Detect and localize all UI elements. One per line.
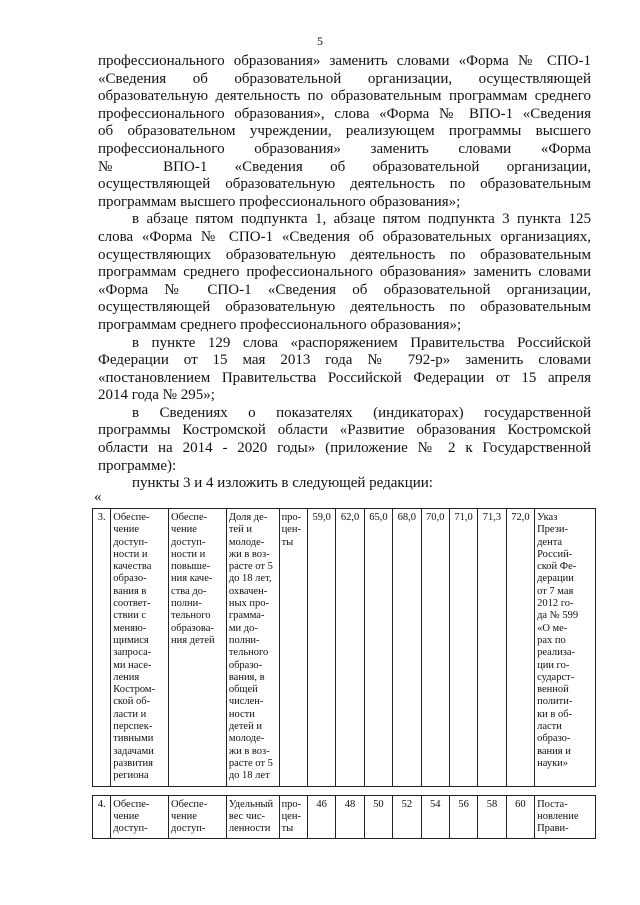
unit-cell: про- цен- ты — [279, 509, 307, 787]
text-line: № ВПО-1 «Сведения об образовательной организации, — [98, 158, 591, 175]
body-text — [98, 53, 591, 493]
text-line: осуществляющих образовательную деятельность по образовательным — [98, 246, 591, 263]
text-line: области на 2014 - 2020 годы» (приложение № 2 к Государственной — [98, 440, 591, 457]
text-line: в пункте 129 слова «распоряжением Правительства Российской — [132, 334, 591, 351]
value-cell: 56 — [449, 795, 477, 839]
text-line: образовательную деятельность по образовательным программам среднего — [98, 88, 591, 105]
text-line: «Форма № СПО-1 «Сведения об образовательной организации, — [98, 281, 591, 298]
value-cell: 60 — [506, 795, 534, 839]
value-cell: 65,0 — [364, 509, 392, 787]
text-line: об образовательном учреждении, реализующем программы высшего — [98, 123, 591, 140]
value-cell: 59,0 — [307, 509, 335, 787]
source-cell: Поста- новление Прави- — [535, 795, 596, 839]
value-cell: 50 — [364, 795, 392, 839]
text-line: 2014 года № 295»; — [98, 387, 215, 404]
value-cell: 68,0 — [393, 509, 421, 787]
text-line: программам высшего профессионального образования»; — [98, 193, 461, 210]
indicator-cell: Удельный вес чис- ленности — [226, 795, 279, 839]
separator-cell — [336, 786, 364, 795]
separator-cell — [506, 786, 534, 795]
paragraph — [98, 53, 591, 211]
text-line: осуществляющей образовательную деятельность по образовательным — [98, 176, 591, 193]
value-cell: 70,0 — [421, 509, 449, 787]
paragraph — [98, 211, 591, 334]
text-line: пункты 3 и 4 изложить в следующей редакции: — [132, 475, 433, 492]
paragraph — [98, 335, 591, 405]
separator-cell — [393, 786, 421, 795]
text-line: программам среднего профессионального образования»; — [98, 316, 462, 333]
text-line: программам среднего профессионального образования» заменить словами — [98, 264, 591, 281]
value-cell: 62,0 — [336, 509, 364, 787]
text-line: Федерации от 15 мая 2013 года № 792-р» заменить словами — [98, 352, 591, 369]
separator-cell — [478, 786, 506, 795]
value-cell: 46 — [307, 795, 335, 839]
text-line: осуществляющей образовательную деятельность по образовательным — [98, 299, 591, 316]
row-number-cell: 4. — [93, 795, 111, 839]
indicators-table — [92, 508, 596, 839]
table-row — [93, 509, 596, 787]
text-line: «Сведения об образовательной организации, осуществляющей — [98, 70, 591, 87]
value-cell: 48 — [336, 795, 364, 839]
value-cell: 58 — [478, 795, 506, 839]
table-row — [93, 795, 596, 839]
separator-cell — [364, 786, 392, 795]
text-line: в абзаце пятом подпункта 1, абзаце пятом подпункта 3 пункта 125 — [132, 211, 591, 228]
text-line: профессионального образования», слова «Форма № ВПО-1 «Сведения — [98, 105, 591, 122]
row-separator — [93, 786, 596, 795]
value-cell: 54 — [421, 795, 449, 839]
separator-cell — [279, 786, 307, 795]
row-number-cell: 3. — [93, 509, 111, 787]
text-line: профессионального образования» заменить словами «Форма — [98, 140, 591, 157]
page-number: 5 — [317, 34, 323, 48]
separator-cell — [169, 786, 227, 795]
separator-cell — [111, 786, 169, 795]
unit-cell: про- цен- ты — [279, 795, 307, 839]
paragraph — [98, 405, 591, 475]
value-cell: 52 — [393, 795, 421, 839]
separator-cell — [307, 786, 335, 795]
task-cell: Обеспе- чение доступ- ности и качества образо- вания в соответ- ствии с меняю- щимися запроса- ми насе- ления Костром- ской об- ласти и перспек- тивными задачами развития региона — [111, 509, 169, 787]
separator-cell — [93, 786, 111, 795]
value-cell: 71,0 — [449, 509, 477, 787]
indicator-cell: Доля де- тей и молоде- жи в воз- расте от 5 до 18 лет, охвачен- ных про- грамма- ми до- полни- тельного образо- вания, в общей числен- ности детей и молоде- жи в воз- расте от 5 до 18 лет — [226, 509, 279, 787]
text-line: программе): — [98, 457, 177, 474]
goal-cell: Обеспе- чение доступ- ности и повыше- ния каче- ства до- полни- тельного образова- ния детей — [169, 509, 227, 787]
separator-cell — [449, 786, 477, 795]
text-line: программы Костромской области «Развитие образования Костромской — [98, 422, 591, 439]
text-line: в Сведениях о показателях (индикаторах) государственной — [132, 404, 591, 421]
text-line: слова «Форма № СПО-1 «Сведения об образовательных организациях, — [98, 228, 591, 245]
goal-cell: Обеспе- чение доступ- — [169, 795, 227, 839]
text-line: «постановлением Правительства Российской Федерации от 15 апреля — [98, 369, 591, 386]
separator-cell — [226, 786, 279, 795]
task-cell: Обеспе- чение доступ- — [111, 795, 169, 839]
paragraph — [98, 475, 591, 493]
value-cell: 71,3 — [478, 509, 506, 787]
source-cell: Указ Прези- дента Россий- ской Фе- дерации от 7 мая 2012 го- да № 599 «О ме- рах по реализа- ции го- сударст- венной полити- ки в об- ласти образо- вания и науки» — [535, 509, 596, 787]
value-cell: 72,0 — [506, 509, 534, 787]
separator-cell — [535, 786, 596, 795]
opening-quote-mark: « — [94, 489, 102, 505]
separator-cell — [421, 786, 449, 795]
text-line: профессионального образования» заменить словами «Форма № СПО-1 — [98, 53, 591, 69]
